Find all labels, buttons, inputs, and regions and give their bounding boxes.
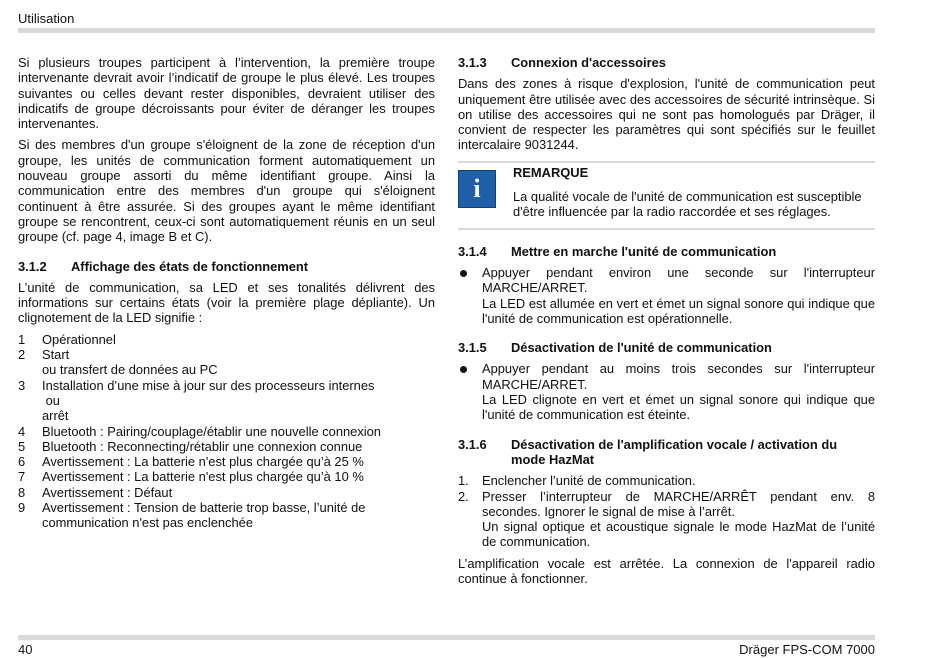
bullet-icon xyxy=(458,361,482,422)
list-item xyxy=(18,439,435,454)
section-number: 3.1.4 xyxy=(458,243,487,259)
paragraph-group-separation: Si des membres d'un groupe s'éloignent de la zone de réception d'un groupe, les unités de communication forment automatiquement un nouveau groupe assorti du même identifiant groupe. Ainsi la communication entre des membres d'un groupe qui s'éloignent continuent à être assurée. Si des groupes ayant le même identifiant groupe se rencontrent, ceux-ci sont automatiquement réunis en un seul groupe (cf. page 4, image B et C). xyxy=(18,137,435,245)
list-item-number: 8 xyxy=(18,484,26,500)
section-heading-3-1-5 xyxy=(458,340,875,355)
list-item-number: 4 xyxy=(18,423,26,439)
paragraph-group-order: Si plusieurs troupes participent à l’intervention, la première troupe intervenante devrait avoir l’indicatif de groupe le plus élevé. Les troupes suivantes ou celles devant rester disponibles, devraient utiliser des indicatifs de groupe décroissants pour éviter de déranger les troupes intervenantes. xyxy=(18,55,435,132)
paragraph-hazmat-result: L’amplification vocale est arrêtée. La connexion de l'appareil radio continue à fonctionner. xyxy=(458,555,875,587)
list-item-text: Bluetooth : Pairing/couplage/établir une nouvelle connexion xyxy=(42,423,381,439)
list-item-text: Opérationnel xyxy=(42,331,116,347)
right-column xyxy=(458,55,875,592)
list-item xyxy=(18,500,435,531)
list-item xyxy=(18,347,435,362)
paragraph-accessories: Dans des zones à risque d'explosion, l'unité de communication peut uniquement être utilisée avec des accessoires de sécurité intrinsèque. Si on utilise des accessoires qui ne sont pas homologués par Dräger, il convient de respecter les paramètres qui sont spécifiés sur le feuillet intercalaire 9031244. xyxy=(458,76,875,153)
list-item xyxy=(18,362,435,377)
list-item xyxy=(18,424,435,439)
list-item-number xyxy=(18,408,42,423)
page-header-label: Utilisation xyxy=(18,11,75,26)
list-item-text: Avertissement : La batterie n'est plus chargée qu’à 10 % xyxy=(42,469,364,485)
list-item-number xyxy=(18,393,42,408)
list-item-number: 6 xyxy=(18,454,26,470)
list-item-text: Bluetooth : Reconnecting/rétablir une connexion connue xyxy=(42,438,363,454)
list-item-text: arrêt xyxy=(42,408,69,424)
section-heading-3-1-6 xyxy=(458,437,875,468)
list-item-text: Installation d’une mise à jour sur des processeurs internes xyxy=(42,377,375,393)
section-title: Affichage des états de fonctionnement xyxy=(71,258,309,274)
footer-divider xyxy=(18,635,875,640)
section-heading-3-1-3 xyxy=(458,55,875,70)
list-item-number xyxy=(18,362,42,377)
list-item-text: Start xyxy=(42,347,70,363)
list-item-text: ou transfert de données au PC xyxy=(42,362,218,378)
list-item xyxy=(18,378,435,393)
list-item-number: 2. xyxy=(458,488,469,504)
section-title: Connexion d'accessoires xyxy=(511,55,666,70)
section-title: Désactivation de l'unité de communication xyxy=(511,340,772,356)
list-item xyxy=(458,473,875,488)
list-item-text: Presser l’interrupteur de MARCHE/ARRÊT pendant env. 8 secondes. Ignorer le signal de mise à l’arrêt. Un signal optique et acoustique signale le mode HazMat de l’unité de communication. xyxy=(482,488,875,550)
section-number: 3.1.6 xyxy=(458,436,487,452)
list-item xyxy=(18,485,435,500)
note-body: La qualité vocale de l'unité de communication est susceptible d'être influencée par la radio raccordée et ses réglages. xyxy=(513,189,862,220)
bullet-icon xyxy=(458,265,482,326)
list-item-number: 7 xyxy=(18,469,26,485)
bullet-item xyxy=(458,361,875,422)
section-number: 3.1.2 xyxy=(18,258,47,274)
list-item xyxy=(458,489,875,550)
list-item-text: ou xyxy=(42,392,60,408)
section-heading-3-1-2 xyxy=(18,259,435,274)
list-item-number: 1 xyxy=(18,331,26,347)
list-item xyxy=(18,332,435,347)
section-number: 3.1.3 xyxy=(458,55,487,70)
product-name: Dräger FPS-COM 7000 xyxy=(739,642,875,657)
info-icon: i xyxy=(458,170,496,208)
steps-list xyxy=(458,473,875,549)
bullet-text: Appuyer pendant au moins trois secondes sur l'interrupteur MARCHE/ARRET. La LED clignote en vert et émet un signal sonore qui indique que l'unité de communication est éteinte. xyxy=(482,361,875,423)
header-divider xyxy=(18,28,875,33)
note-box xyxy=(458,161,875,230)
section-title: Mettre en marche l'unité de communication xyxy=(511,243,777,259)
bullet-item xyxy=(458,265,875,326)
list-item xyxy=(18,408,435,423)
section-title: Désactivation de l'amplification vocale / activation du mode HazMat xyxy=(511,436,838,467)
list-item-number: 9 xyxy=(18,500,26,516)
list-item-text: Avertissement : La batterie n'est plus chargée qu’à 25 % xyxy=(42,454,364,470)
section-heading-3-1-4 xyxy=(458,244,875,259)
page-number: 40 xyxy=(18,642,33,657)
list-item xyxy=(18,469,435,484)
list-item-number: 5 xyxy=(18,438,26,454)
list-item xyxy=(18,393,435,408)
list-item-number: 3 xyxy=(18,377,26,393)
section-number: 3.1.5 xyxy=(458,340,487,356)
bullet-text: Appuyer pendant environ une seconde sur l'interrupteur MARCHE/ARRET. La LED est allumée en vert et émet un signal sonore qui indique que l'unité de communication est opérationnelle. xyxy=(482,264,875,326)
list-item-number: 2 xyxy=(18,347,26,363)
led-states-list xyxy=(18,332,435,531)
paragraph-led-intro: L’unité de communication, sa LED et ses tonalités délivrent des informations sur certains états (voir la première plage dépliante). Un clignotement de la LED signifie : xyxy=(18,279,435,326)
list-item-text: Avertissement : Défaut xyxy=(42,484,173,500)
list-item-text: Enclencher l’unité de communication. xyxy=(482,473,696,489)
list-item-text: Avertissement : Tension de batterie trop basse, l’unité de communication n'est pas enclenchée xyxy=(42,500,366,531)
left-column xyxy=(18,55,435,531)
list-item xyxy=(18,454,435,469)
note-title: REMARQUE xyxy=(513,164,589,180)
list-item-number: 1. xyxy=(458,473,469,489)
